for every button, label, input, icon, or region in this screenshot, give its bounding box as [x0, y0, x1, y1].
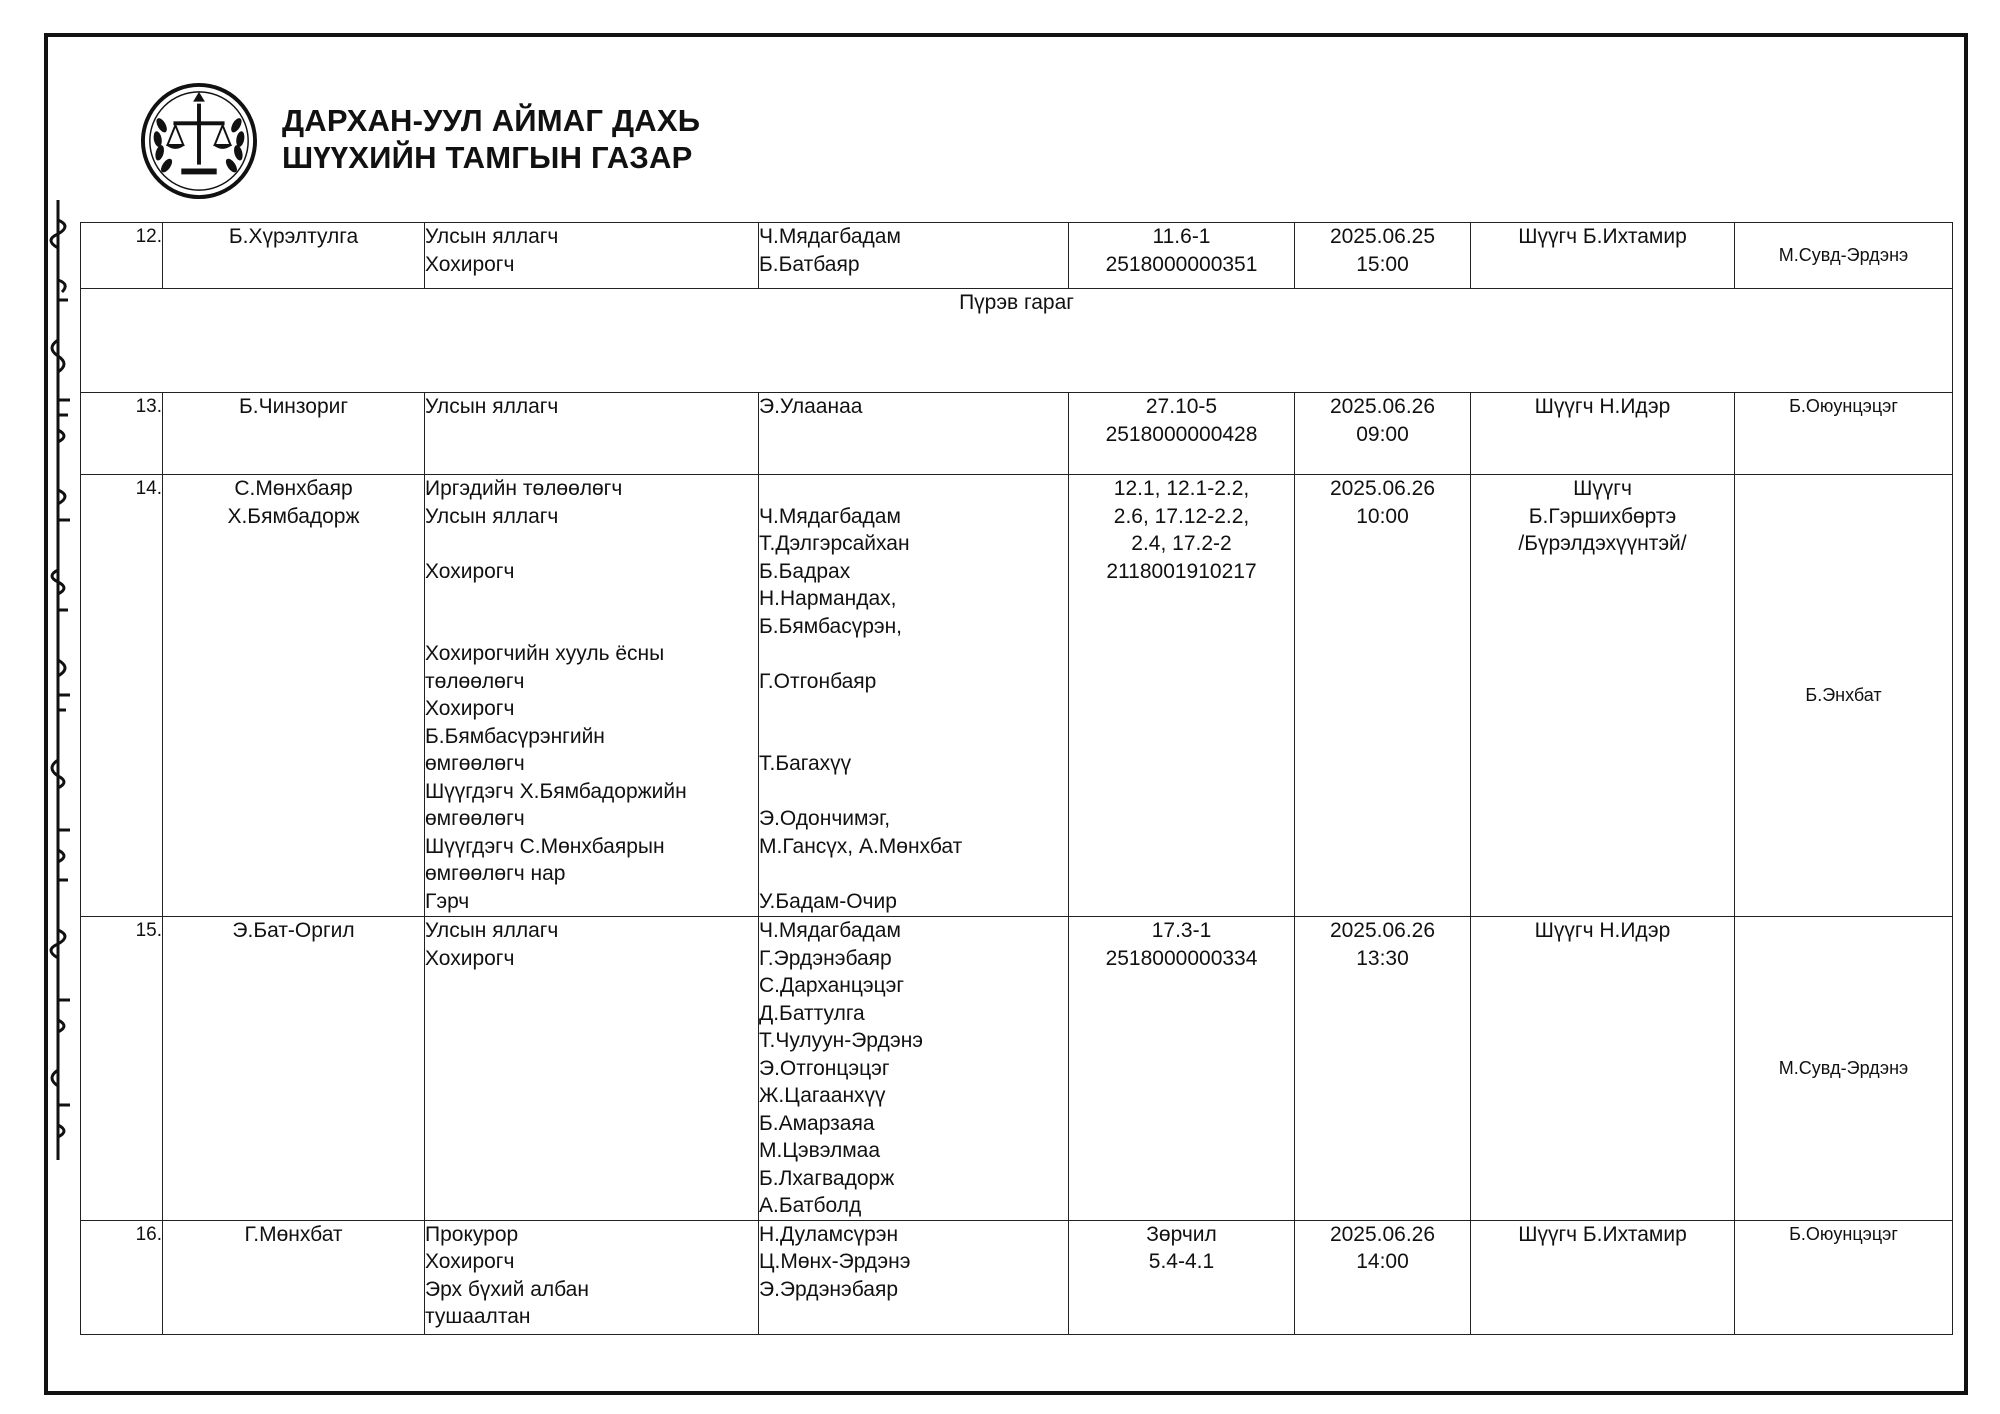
table-row: [81, 917, 1953, 1221]
participant-line: [759, 475, 1068, 503]
participant-line: М.Гансүх, А.Мөнхбат: [759, 834, 963, 858]
role-line: [425, 613, 758, 641]
code-line: 2518000000428: [1105, 422, 1258, 446]
org-line-1: ДАРХАН-УУЛ АЙМАГ ДАХЬ: [282, 103, 701, 138]
court-secretary: Б.Оюунцэцэг: [1735, 1220, 1953, 1334]
participant-line: [759, 860, 1068, 888]
role-line: Б.Бямбасүрэнгийн: [425, 724, 605, 748]
participant-line: С.Дарханцэцэг: [759, 974, 905, 997]
case-code: [1069, 223, 1295, 289]
table-row: [81, 475, 1953, 917]
org-line-2: ШҮҮХИЙН ТАМГЫН ГАЗАР: [282, 140, 693, 175]
participant-line: Ч.Мядагбадам: [759, 504, 901, 528]
role-line: тушаалтан: [425, 1305, 531, 1328]
participant-line: Б.Бямбасүрэн,: [759, 614, 903, 638]
defendant-name: [163, 393, 425, 475]
code-line: Зөрчил: [1146, 1222, 1217, 1246]
participant-line: Н.Нармандах,: [759, 587, 897, 610]
datetime-line: 2025.06.26: [1329, 919, 1436, 942]
participant-roles: [425, 223, 759, 289]
participant-roles: [425, 1220, 759, 1334]
participant-line: Т.Дэлгэрсайхан: [759, 532, 910, 555]
role-line: Хохирогч: [425, 1250, 515, 1273]
judge: [1471, 475, 1735, 917]
role-line: өмгөөлөгч нар: [425, 862, 566, 885]
table-row: [81, 223, 1953, 289]
datetime-line: 14:00: [1356, 1250, 1409, 1273]
participant-line: Ч.Мядагбадам: [759, 919, 901, 942]
datetime-line: 13:30: [1356, 946, 1409, 970]
participant-roles: [425, 475, 759, 917]
participant-names: [759, 223, 1069, 289]
role-line: Хохирогч: [425, 252, 515, 276]
role-line: Шүүгдэгч С.Мөнхбаярын: [425, 834, 665, 858]
datetime-line: 2025.06.26: [1329, 1222, 1436, 1246]
participant-line: Э.Улаанаа: [759, 395, 863, 418]
defendant-name: [163, 223, 425, 289]
role-line: Гэрч: [425, 889, 470, 913]
defendant-line: Б.Хүрэлтулга: [228, 225, 359, 248]
participant-names: [759, 393, 1069, 475]
role-line: Улсын яллагч: [425, 225, 559, 248]
participant-line: Д.Баттулга: [759, 1001, 865, 1025]
defendant-line: Г.Мөнхбат: [244, 1222, 343, 1246]
role-line: Эрх бүхий албан: [425, 1277, 589, 1301]
case-code: [1069, 393, 1295, 475]
case-number: 16.: [81, 1220, 163, 1334]
participant-line: Б.Амарзаяа: [759, 1111, 875, 1135]
defendant-line: Б.Чинзориг: [238, 395, 349, 418]
case-number: 15.: [81, 917, 163, 1221]
role-line: [425, 585, 758, 613]
participant-line: Т.Багахүү: [759, 752, 852, 775]
code-line: 11.6-1: [1152, 225, 1211, 248]
participant-line: М.Цэвэлмаа: [759, 1139, 881, 1162]
court-secretary: Б.Оюунцэцэг: [1735, 393, 1953, 475]
participant-roles: [425, 393, 759, 475]
role-line: Иргэдийн төлөөлөгч: [425, 477, 623, 500]
participant-names: [759, 1220, 1069, 1334]
role-line: Улсын яллагч: [425, 504, 559, 528]
role-line: төлөөлөгч: [425, 669, 525, 693]
judge-line: Шүүгч Н.Идэр: [1534, 395, 1671, 418]
organization-name: [282, 102, 700, 176]
participant-line: Т.Чулуун-Эрдэнэ: [759, 1029, 924, 1052]
participant-line: Э.Эрдэнэбаяр: [759, 1277, 899, 1301]
participant-line: [759, 695, 1068, 723]
code-line: 17.3-1: [1151, 919, 1212, 942]
judge: [1471, 393, 1735, 475]
participant-line: Ц.Мөнх-Эрдэнэ: [759, 1250, 911, 1273]
participant-names: [759, 917, 1069, 1221]
datetime-line: 15:00: [1356, 252, 1409, 276]
datetime-line: 2025.06.26: [1329, 477, 1436, 500]
datetime-line: 2025.06.25: [1329, 225, 1436, 248]
participant-line: Н.Дуламсүрэн: [759, 1222, 899, 1246]
defendant-line: Х.Бямбадорж: [227, 504, 360, 528]
role-line: өмгөөлөгч: [425, 807, 525, 830]
defendant-name: [163, 1220, 425, 1334]
day-header-row: [81, 289, 1953, 393]
judge-line: Б.Гэршихбөртэ: [1528, 504, 1677, 528]
role-line: Прокурор: [425, 1222, 519, 1246]
court-secretary: Б.Энхбат: [1735, 475, 1953, 917]
participant-line: Э.Отгонцэцэг: [759, 1056, 890, 1080]
judge: [1471, 1220, 1735, 1334]
participant-line: Б.Батбаяр: [759, 252, 860, 276]
vertical-script-icon: [38, 200, 78, 1160]
defendant-name: [163, 917, 425, 1221]
participant-roles: [425, 917, 759, 1221]
hearing-datetime: [1295, 475, 1471, 917]
datetime-line: 09:00: [1356, 422, 1409, 446]
court-secretary: М.Сувд-Эрдэнэ: [1735, 223, 1953, 289]
judge-line: /Бүрэлдэхүүнтэй/: [1518, 532, 1687, 555]
judge-line: Шүүгч: [1573, 477, 1632, 500]
participant-line: Э.Одончимэг,: [759, 807, 891, 830]
role-line: Улсын яллагч: [425, 919, 559, 942]
datetime-line: 10:00: [1356, 504, 1409, 528]
role-line: Хохирогч: [425, 946, 515, 970]
judge: [1471, 917, 1735, 1221]
code-line: 27.10-5: [1145, 395, 1218, 418]
case-number: 12.: [81, 223, 163, 289]
participant-line: Г.Эрдэнэбаяр: [759, 946, 892, 970]
participant-line: [759, 640, 1068, 668]
judge-line: Шүүгч Н.Идэр: [1534, 919, 1671, 942]
code-line: 2.6, 17.12-2.2,: [1113, 504, 1250, 528]
participant-line: У.Бадам-Очир: [759, 889, 897, 913]
court-secretary: М.Сувд-Эрдэнэ: [1735, 917, 1953, 1221]
case-code: [1069, 917, 1295, 1221]
code-line: 2518000000334: [1105, 946, 1258, 970]
code-line: 12.1, 12.1-2.2,: [1113, 477, 1250, 500]
table-row: [81, 393, 1953, 475]
day-label: Пүрэв гараг: [81, 289, 1953, 393]
datetime-line: 2025.06.26: [1329, 395, 1436, 418]
participant-line: Ж.Цагаанхүү: [759, 1084, 886, 1107]
judge: [1471, 223, 1735, 289]
hearing-datetime: [1295, 223, 1471, 289]
role-line: Хохирогч: [425, 697, 515, 720]
defendant-line: С.Мөнхбаяр: [234, 477, 353, 500]
code-line: 2.4, 17.2-2: [1131, 532, 1232, 555]
role-line: Улсын яллагч: [425, 395, 559, 418]
court-emblem-icon: [140, 82, 258, 200]
participant-line: [759, 723, 1068, 751]
code-line: 2118001910217: [1106, 559, 1257, 583]
table-row: [81, 1220, 1953, 1334]
hearing-datetime: [1295, 917, 1471, 1221]
participant-line: А.Батболд: [759, 1194, 862, 1217]
hearing-datetime: [1295, 1220, 1471, 1334]
judge-line: Шүүгч Б.Ихтамир: [1518, 225, 1687, 248]
case-number: 14.: [81, 475, 163, 917]
code-line: 2518000000351: [1105, 252, 1258, 276]
judge-line: Шүүгч Б.Ихтамир: [1518, 1222, 1687, 1246]
participant-line: Г.Отгонбаяр: [759, 669, 877, 693]
role-line: өмгөөлөгч: [425, 752, 525, 775]
case-number: 13.: [81, 393, 163, 475]
role-line: [425, 530, 758, 558]
role-line: Хохирогч: [425, 559, 515, 583]
role-line: Шүүгдэгч Х.Бямбадоржийн: [425, 779, 687, 803]
defendant-name: [163, 475, 425, 917]
participant-names: [759, 475, 1069, 917]
participant-line: Ч.Мядагбадам: [759, 225, 901, 248]
case-code: [1069, 475, 1295, 917]
code-line: 5.4-4.1: [1148, 1250, 1215, 1273]
case-code: [1069, 1220, 1295, 1334]
participant-line: Б.Лхагвадорж: [759, 1166, 895, 1190]
participant-line: [759, 778, 1068, 806]
role-line: Хохирогчийн хууль ёсны: [425, 642, 665, 665]
defendant-line: Э.Бат-Оргил: [232, 919, 355, 942]
hearing-schedule-table: [80, 222, 1953, 1335]
hearing-datetime: [1295, 393, 1471, 475]
participant-line: Б.Бадрах: [759, 559, 851, 583]
